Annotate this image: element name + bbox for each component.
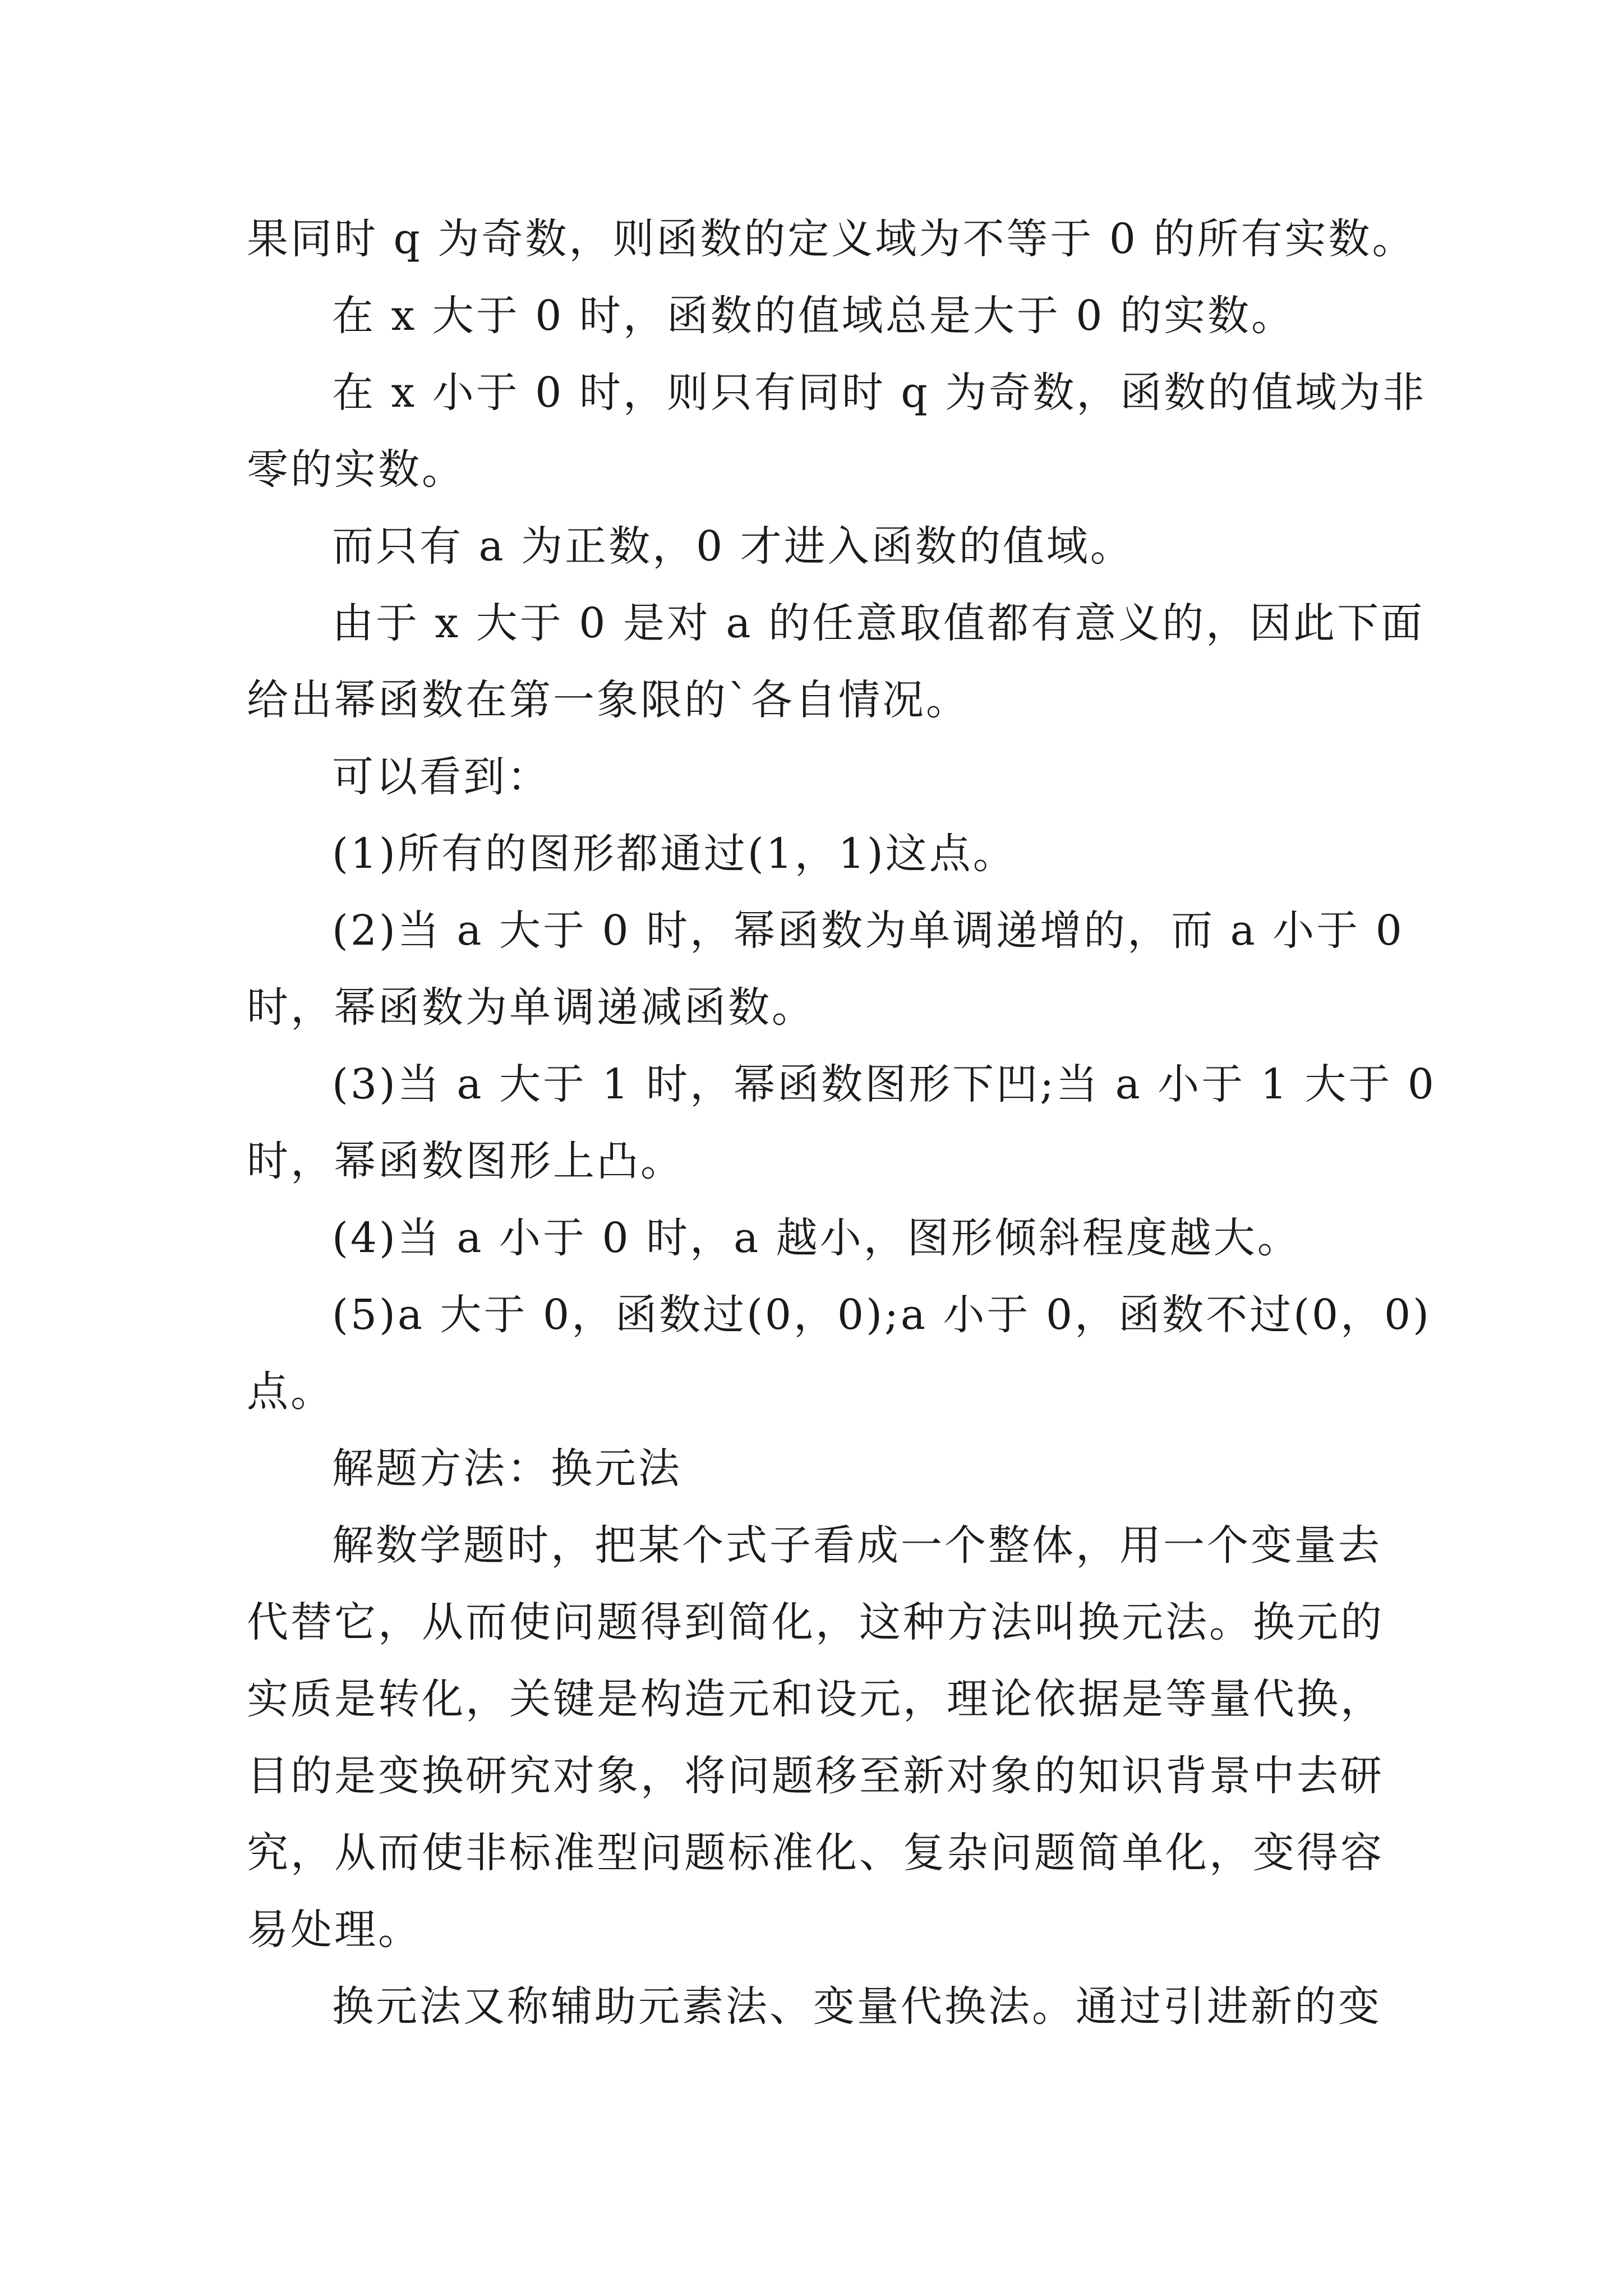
text-line: 目的是变换研究对象，将问题移至新对象的知识背景中去研 [247, 1752, 1384, 1800]
text-line: (2)当 a 大于 0 时，幂函数为单调递增的，而 a 小于 0 [332, 907, 1404, 955]
text-line: (1)所有的图形都通过(1，1)这点。 [332, 830, 1017, 878]
text-line: 解题方法：换元法 [332, 1444, 682, 1493]
text-line: 解数学题时，把某个式子看成一个整体，用一个变量去 [332, 1521, 1382, 1570]
text-line: 果同时 q 为奇数，则函数的定义域为不等于 0 的所有实数。 [247, 215, 1416, 263]
text-line: 点。 [247, 1368, 334, 1416]
text-line: 给出幂函数在第一象限的`各自情况。 [247, 676, 970, 724]
text-line: 而只有 a 为正数，0 才进入函数的值域。 [332, 522, 1134, 570]
text-line: 易处理。 [247, 1906, 422, 1954]
text-line: 在 x 小于 0 时，则只有同时 q 为奇数，函数的值域为非 [332, 369, 1427, 417]
text-line: (3)当 a 大于 1 时，幂函数图形下凹;当 a 小于 1 大于 0 [332, 1060, 1436, 1108]
text-line: 实质是转化，关键是构造元和设元，理论依据是等量代换， [247, 1675, 1384, 1723]
text-line: 可以看到： [332, 753, 551, 801]
text-line: 究，从而使非标准型问题标准化、复杂问题简单化，变得容 [247, 1829, 1384, 1877]
text-line: 时，幂函数为单调递减函数。 [247, 983, 815, 1032]
text-line: 时，幂函数图形上凸。 [247, 1137, 684, 1185]
text-line: 换元法又称辅助元素法、变量代换法。通过引进新的变 [332, 1982, 1382, 2031]
text-line: 在 x 大于 0 时，函数的值域总是大于 0 的实数。 [332, 292, 1295, 340]
document-body [247, 201, 1436, 2045]
text-line: (4)当 a 小于 0 时，a 越小，图形倾斜程度越大。 [332, 1214, 1301, 1262]
text-line: 由于 x 大于 0 是对 a 的任意取值都有意义的，因此下面 [332, 599, 1425, 647]
text-line: (5)a 大于 0，函数过(0，0);a 小于 0，函数不过(0，0) [332, 1291, 1432, 1339]
text-line: 零的实数。 [247, 445, 465, 494]
text-line: 代替它，从而使问题得到简化，这种方法叫换元法。换元的 [247, 1598, 1384, 1646]
